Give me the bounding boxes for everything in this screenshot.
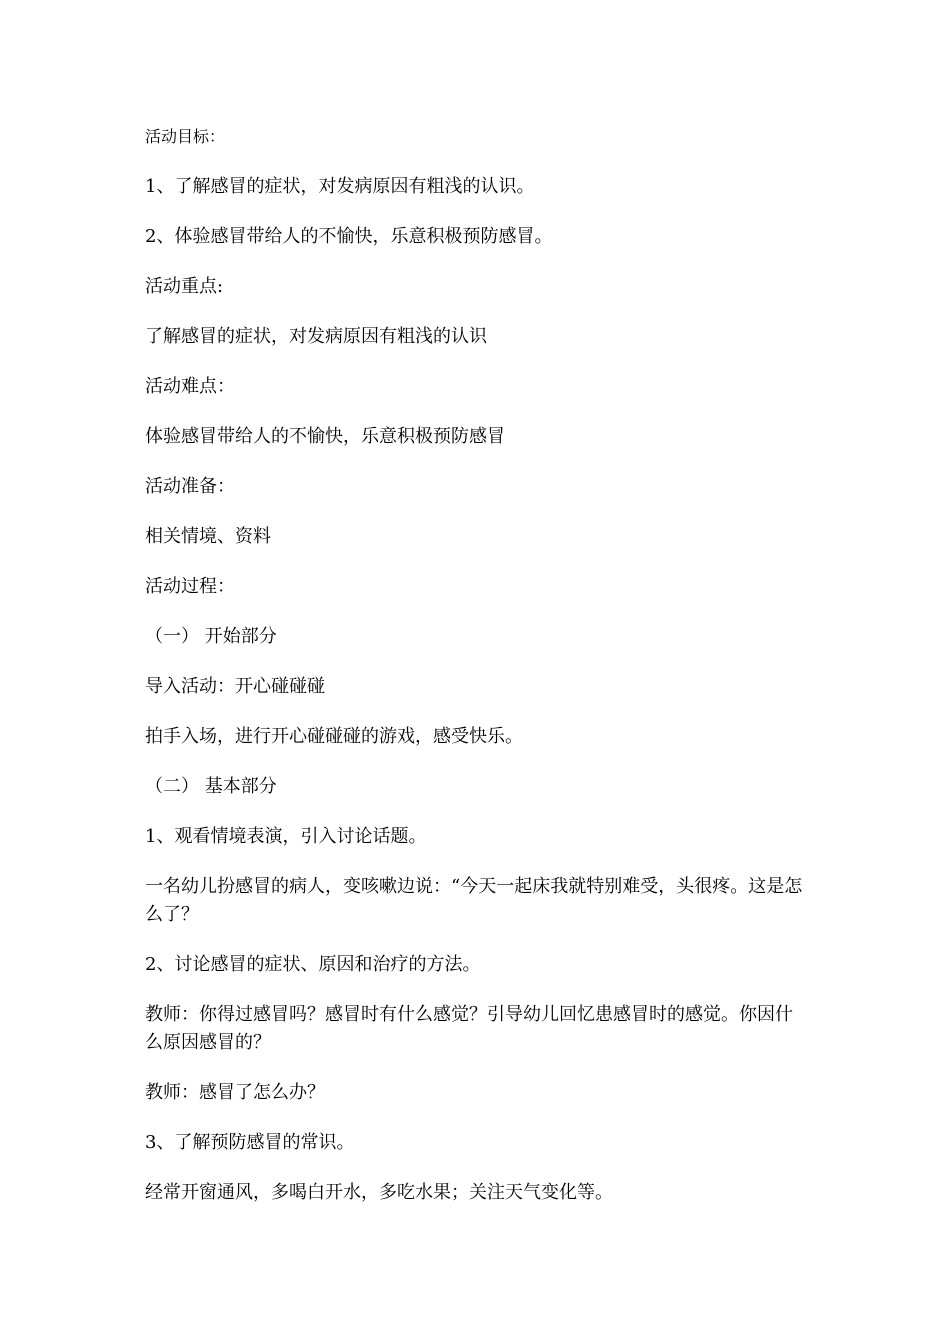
section-heading-difficulties: 活动难点： bbox=[145, 376, 235, 397]
key-point-text: 了解感冒的症状，对发病原因有粗浅的认识 bbox=[145, 326, 487, 347]
subsection-heading-start: （一） 开始部分 bbox=[145, 626, 277, 647]
document-body bbox=[145, 123, 810, 1229]
step-2-question: 教师：感冒了怎么办？ bbox=[145, 1082, 325, 1103]
goal-item-2: 2、体验感冒带给人的不愉快，乐意积极预防感冒。 bbox=[145, 226, 553, 247]
intro-activity-text: 导入活动：开心碰碰碰 bbox=[145, 676, 325, 697]
difficulty-text: 体验感冒带给人的不愉快，乐意积极预防感冒 bbox=[145, 426, 505, 447]
section-heading-process: 活动过程： bbox=[145, 576, 235, 597]
subsection-heading-basic: （二） 基本部分 bbox=[145, 776, 277, 797]
step-1-detail: 一名幼儿扮感冒的病人，变咳嗽边说：“今天一起床我就特别难受，头很疼。这是怎么了？ bbox=[145, 876, 803, 925]
section-heading-key-points: 活动重点: bbox=[145, 276, 224, 297]
step-3-detail: 经常开窗通风，多喝白开水，多吃水果；关注天气变化等。 bbox=[145, 1182, 613, 1203]
step-2-heading: 2、讨论感冒的症状、原因和治疗的方法。 bbox=[145, 954, 481, 975]
step-2-detail: 教师：你得过感冒吗？感冒时有什么感觉？引导幼儿回忆患感冒时的感觉。你因什么原因感冒的？ bbox=[145, 1004, 793, 1053]
step-3-heading: 3、了解预防感冒的常识。 bbox=[145, 1132, 355, 1153]
goal-item-1: 1、了解感冒的症状，对发病原因有粗浅的认识。 bbox=[145, 176, 535, 197]
preparation-text: 相关情境、资料 bbox=[145, 526, 271, 547]
step-1-heading: 1、观看情境表演，引入讨论话题。 bbox=[145, 826, 427, 847]
section-heading-preparation: 活动准备： bbox=[145, 476, 235, 497]
section-heading-goals: 活动目标： bbox=[145, 127, 226, 146]
intro-activity-detail: 拍手入场，进行开心碰碰碰的游戏，感受快乐。 bbox=[145, 726, 523, 747]
